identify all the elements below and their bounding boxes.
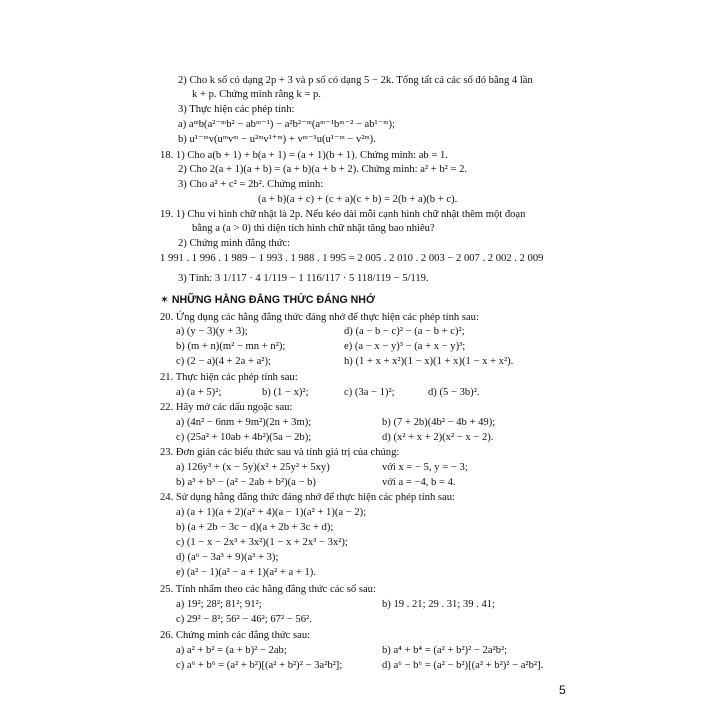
text-line: d) (x² + x + 2)(x² − x − 2).: [382, 432, 494, 443]
text-line: 3) Cho a² + c² = 2b². Chứng minh:: [178, 179, 324, 190]
text-line: 23. Đơn giản các biểu thức sau và tính giá trị của chúng:: [160, 447, 400, 458]
text-line: b) (m + n)(m² − mn + n²);: [176, 341, 286, 352]
text-line: a) 19²; 28²; 81²; 91²;: [176, 599, 262, 610]
text-line: b) (a + 2b − 3c − d)(a + 2b + 3c + d);: [176, 522, 334, 533]
text-line: b) u¹⁻ᵐv(uᵐvᵐ − u²ᵐv¹⁺ᵐ) + vᵐ⁻¹u(u¹⁻ᵐ − v²ᵐ).: [178, 134, 376, 145]
text-line: b) a⁴ + b⁴ = (a² + b²)² − 2a²b²;: [382, 645, 508, 656]
text-line: b) a³ + b³ − (a² − 2ab + b²)(a − b): [176, 477, 316, 488]
text-line: 18. 1) Cho a(b + 1) + b(a + 1) = (a + 1)(b + 1). Chứng minh: ab = 1.: [160, 150, 448, 161]
text-line: a) aᵐb(a²⁻ᵐb² − abᵐ⁻¹) − a²b²⁻ᵐ(aᵐ⁻¹bᵐ⁻² − ab¹⁻ᵐ);: [178, 119, 395, 130]
text-line: 2) Cho 2(a + 1)(a + b) = (a + b)(a + b + 2). Chứng minh: a² + b² = 2.: [178, 164, 468, 175]
text-line: h) (1 + x + x²)(1 − x)(1 + x)(1 − x + x²).: [344, 356, 514, 367]
text-line: d) (a − b − c)² − (a − b + c)²;: [344, 326, 465, 337]
text-line: a) (a + 5)²;: [176, 387, 222, 398]
text-line: 25. Tính nhẩm theo các hằng đẳng thức các số sau:: [160, 584, 376, 595]
text-line: d) a⁶ − b⁶ = (a² − b²)[(a² + b²)² − a²b²].: [382, 660, 544, 671]
text-line: 1 991 . 1 996 . 1 989 − 1 993 . 1 988 . 1 995 = 2 005 . 2 010 . 2 003 − 2 007 . 2 002 . 2 009: [160, 253, 544, 264]
text-line: d) (a⁶ − 3a³ + 9)(a³ + 3);: [176, 552, 279, 563]
text-line: 3) Thực hiện các phép tính:: [178, 104, 295, 115]
text-line: 21. Thực hiện các phép tính sau:: [160, 372, 298, 383]
text-line: e) (a − x − y)³ − (a + x − y)³;: [344, 341, 466, 352]
text-line: với a = −4, b = 4.: [382, 477, 456, 488]
text-line: 19. 1) Chu vi hình chữ nhật là 2p. Nếu kéo dài mỗi cạnh hình chữ nhật thêm một đoạn: [160, 209, 526, 220]
text-line: 20. Ứng dụng các hằng đẳng thức đáng nhớ để thực hiện các phép tính sau:: [160, 312, 479, 323]
text-line: c) (25a² + 10ab + 4b²)(5a − 2b);: [176, 432, 312, 443]
text-line: c) 29² − 8²; 56² − 46²; 67² − 56².: [176, 614, 312, 625]
text-line: 24. Sử dụng hằng đẳng thức đáng nhớ để thực hiện các phép tính sau:: [160, 492, 455, 503]
text-line: 22. Hãy mở các dấu ngoặc sau:: [160, 402, 293, 413]
text-line: 3) Tính: 3 1/117 · 4 1/119 − 1 116/117 · 5 118/119 − 5/119.: [178, 273, 429, 284]
text-line: c) (3a − 1)²;: [344, 387, 395, 398]
text-line: bằng a (a > 0) thì diện tích hình chữ nhật tăng bao nhiêu?: [192, 223, 435, 234]
page-number: 5: [559, 683, 566, 697]
section-heading: ✶ NHỮNG HẰNG ĐẲNG THỨC ĐÁNG NHỚ: [160, 294, 375, 306]
text-line: d) (5 − 3b)².: [428, 387, 480, 398]
text-line: a) (a + 1)(a + 2)(a² + 4)(a − 1)(a² + 1)(a − 2);: [176, 507, 367, 518]
text-line: c) a⁶ + b⁶ = (a² + b²)[(a² + b²)² − 3a²b²];: [176, 660, 343, 671]
text-line: c) (2 − a)(4 + 2a + a²);: [176, 356, 271, 367]
text-line: b) (7 + 2b)(4b² − 4b + 49);: [382, 417, 496, 428]
text-line: 2) Chứng minh đẳng thức:: [178, 238, 291, 249]
text-line: (a + b)(a + c) + (c + a)(c + b) = 2(b + a)(b + c).: [258, 194, 458, 205]
text-line: b) (1 − x)²;: [262, 387, 309, 398]
text-line: a) (4n² − 6nm + 9m²)(2n + 3m);: [176, 417, 312, 428]
text-line: k + p. Chứng minh rằng k = p.: [192, 89, 321, 100]
text-line: a) a² + b² = (a + b)² − 2ab;: [176, 645, 287, 656]
text-line: 2) Cho k số có dạng 2p + 3 và p số có dạng 5 − 2k. Tổng tất cả các số đó bằng 4 lần: [178, 75, 533, 86]
text-line: e) (a² − 1)(a² − a + 1)(a² + a + 1).: [176, 567, 316, 578]
text-line: b) 19 . 21; 29 . 31; 39 . 41;: [382, 599, 495, 610]
text-line: c) (1 − x − 2x³ + 3x²)(1 − x + 2x³ − 3x²);: [176, 537, 348, 548]
text-line: với x = − 5, y = − 3;: [382, 462, 468, 473]
text-line: a) 126y³ + (x − 5y)(x² + 25y² + 5xy): [176, 462, 330, 473]
text-line: 26. Chứng minh các đẳng thức sau:: [160, 630, 311, 641]
text-line: a) (y − 3)(y + 3);: [176, 326, 248, 337]
